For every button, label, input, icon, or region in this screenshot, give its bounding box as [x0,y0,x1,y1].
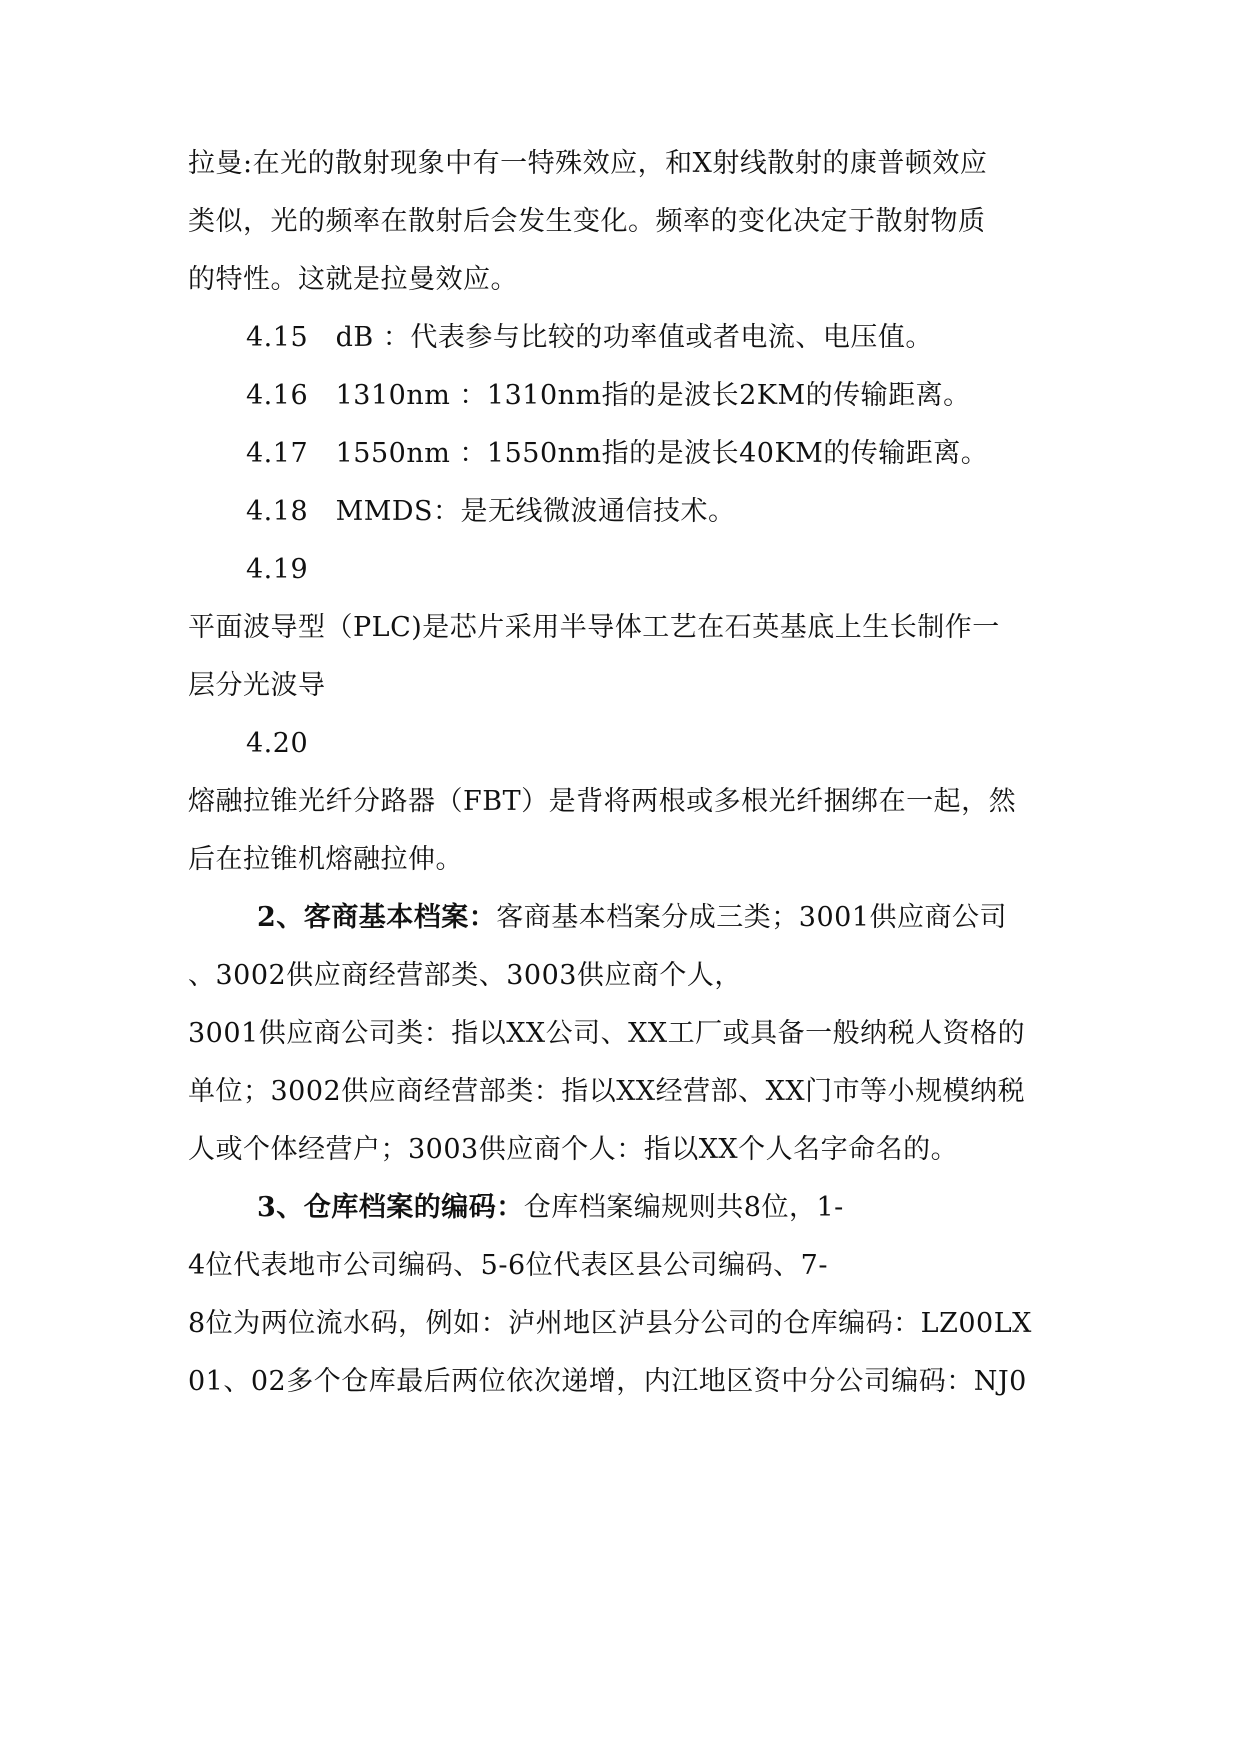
section-2-line-3: 3001供应商公司类：指以XX公司、XX工厂或具备一般纳税人资格的 [188,1018,1026,1049]
section-2-line-1 [257,900,1007,936]
section-2-line-1-text: 客商基本档案分成三类；3001供应商公司 [496,902,1008,933]
item-4-19-number: 4.19 [246,554,309,585]
item-4-17: 4.17 1550nm ：1550nm指的是波长40KM的传输距离。 [246,438,989,469]
item-4-16: 4.16 1310nm ：1310nm指的是波长2KM的传输距离。 [246,380,971,411]
item-4-15: 4.15 dB ：代表参与比较的功率值或者电流、电压值。 [246,322,933,353]
section-2-line-4: 单位；3002供应商经营部类：指以XX经营部、XX门市等小规模纳税 [188,1076,1026,1107]
section-3-line-3: 8位为两位流水码，例如：泸州地区泸县分公司的仓库编码：LZ00LX [188,1308,1032,1339]
section-3-line-1 [257,1190,844,1226]
item-4-18: 4.18 MMDS：是无线微波通信技术。 [246,496,736,527]
section-2-line-5: 人或个体经营户；3003供应商个人：指以XX个人名字命名的。 [188,1134,959,1165]
item-4-19-line-2: 层分光波导 [188,670,326,701]
item-4-20-line-2: 后在拉锥机熔融拉伸。 [188,844,463,875]
item-4-19-line-1: 平面波导型（PLC)是芯片采用半导体工艺在石英基底上生长制作一 [188,612,1000,643]
section-3-heading: 3、仓库档案的编码： [257,1192,524,1223]
section-2-heading: 2、客商基本档案： [257,902,497,933]
section-2-line-2: 、3002供应商经营部类、3003供应商个人， [188,960,742,991]
section-3-line-1-text: 仓库档案编规则共8位，1- [523,1192,844,1223]
item-4-20-number: 4.20 [246,728,309,759]
raman-line-2: 类似，光的频率在散射后会发生变化。频率的变化决定于散射物质 [188,206,986,237]
raman-line-1: 拉曼:在光的散射现象中有一特殊效应，和X射线散射的康普顿效应 [188,148,988,179]
section-3-line-2: 4位代表地市公司编码、5-6位代表区县公司编码、7- [188,1250,828,1281]
section-3-line-4: 01、02多个仓库最后两位依次递增，内江地区资中分公司编码：NJ0 [188,1366,1027,1397]
raman-line-3: 的特性。这就是拉曼效应。 [188,264,518,295]
item-4-20-line-1: 熔融拉锥光纤分路器（FBT）是背将两根或多根光纤捆绑在一起，然 [188,786,1017,817]
